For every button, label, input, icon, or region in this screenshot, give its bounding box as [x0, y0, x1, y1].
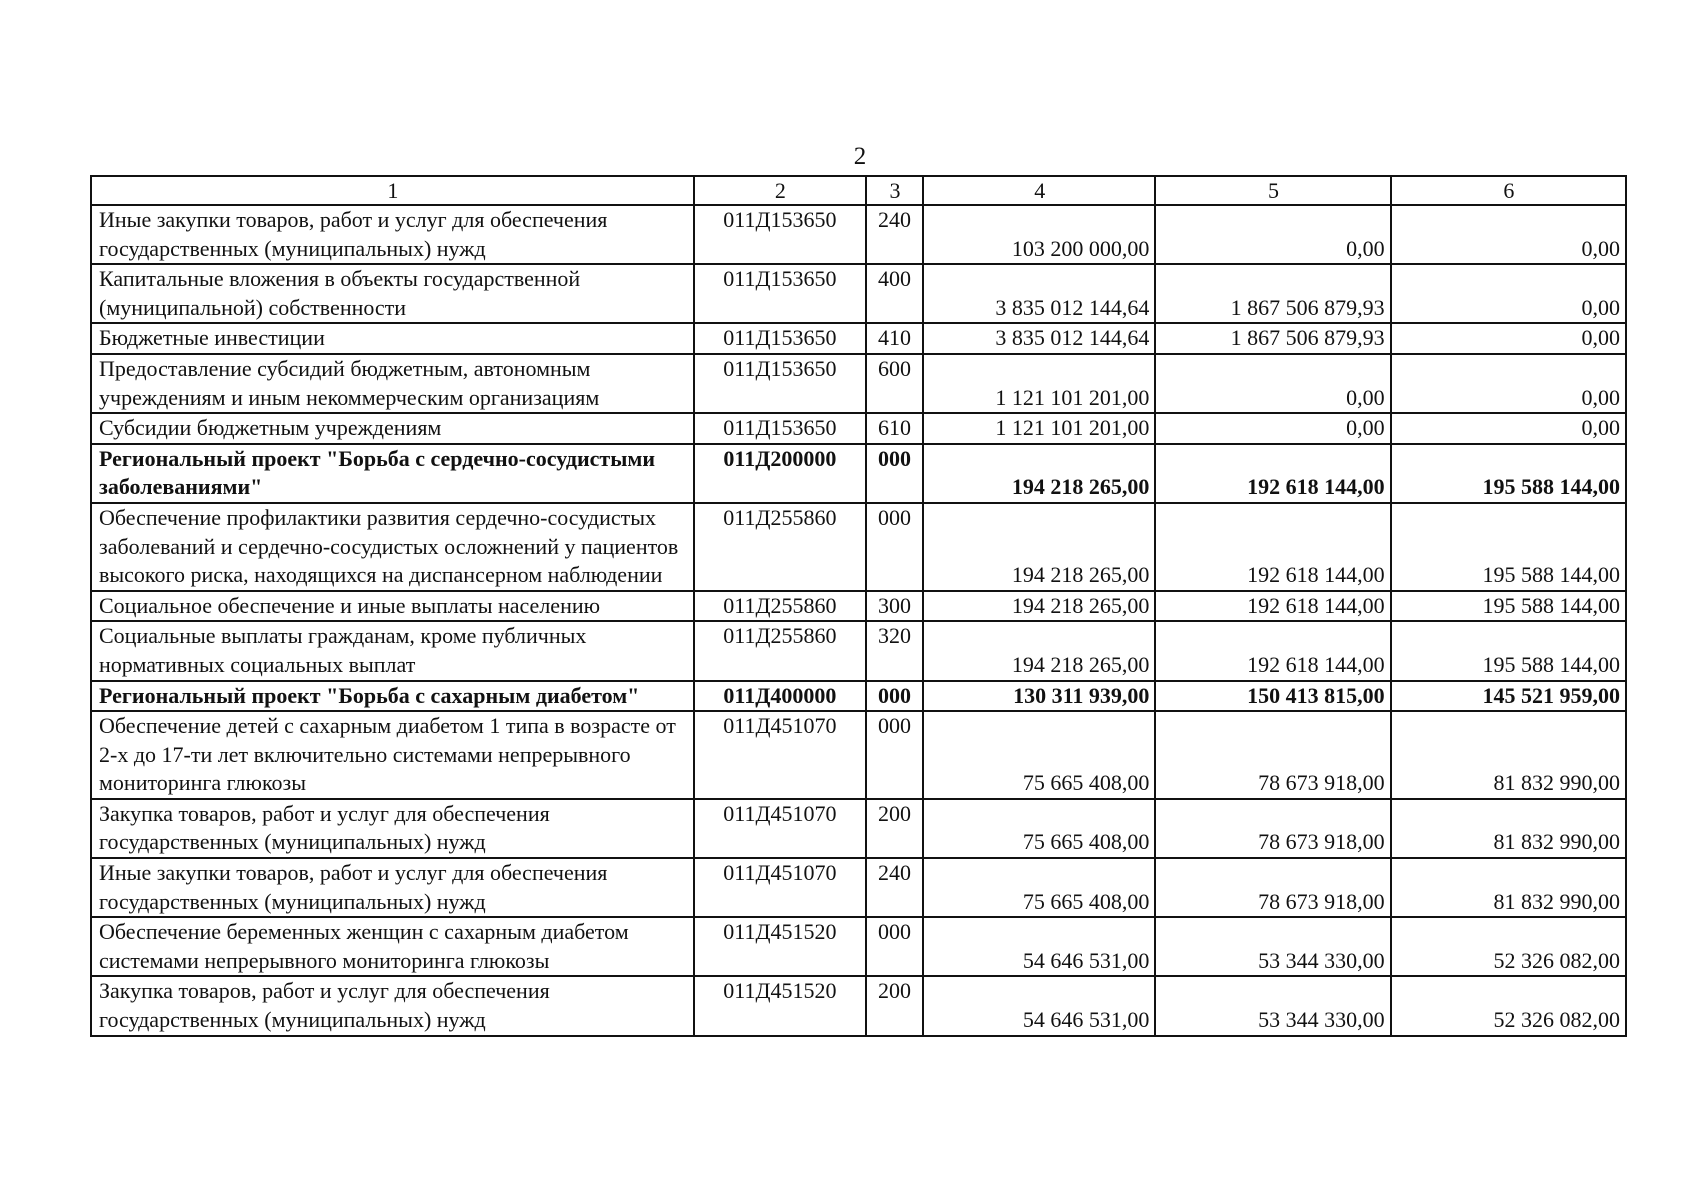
row-value-2021-cell: 75 665 408,00: [923, 711, 1155, 799]
row-name-cell: Обеспечение беременных женщин с сахарным диабетом системами непрерывного мониторинга глюкозы: [91, 917, 694, 976]
page-number: 2: [853, 143, 867, 170]
row-name-cell: Субсидии бюджетным учреждениям: [91, 413, 694, 444]
row-name-cell: Обеспечение профилактики развития сердечно-сосудистых заболеваний и сердечно-сосудистых осложнений у пациентов высокого риска, находящихся на диспансерном наблюдении: [91, 503, 694, 591]
row-value-2022-cell: 78 673 918,00: [1155, 858, 1390, 917]
row-type-cell: 300: [866, 591, 923, 622]
row-code-cell: 011Д200000: [694, 444, 866, 503]
row-name-cell: Закупка товаров, работ и услуг для обеспечения государственных (муниципальных) нужд: [91, 799, 694, 858]
header-cell: 4: [923, 176, 1155, 205]
row-code-cell: 011Д255860: [694, 503, 866, 591]
row-name-cell: Капитальные вложения в объекты государственной (муниципальной) собственности: [91, 264, 694, 323]
row-value-2022-cell: 0,00: [1155, 354, 1390, 413]
row-value-2021-cell: 75 665 408,00: [923, 799, 1155, 858]
table-row: [91, 264, 1626, 323]
header-cell: 5: [1155, 176, 1390, 205]
row-value-2022-cell: 150 413 815,00: [1155, 681, 1390, 712]
row-type-cell: 200: [866, 799, 923, 858]
row-code-cell: 011Д451070: [694, 799, 866, 858]
row-code-cell: 011Д400000: [694, 681, 866, 712]
row-name-cell: Социальные выплаты гражданам, кроме публичных нормативных социальных выплат: [91, 621, 694, 680]
row-name-cell: Региональный проект "Борьба с сахарным диабетом": [91, 681, 694, 712]
row-name-cell: Социальное обеспечение и иные выплаты населению: [91, 591, 694, 622]
table-header-row: [91, 176, 1626, 205]
table-row: [91, 621, 1626, 680]
row-value-2021-cell: 1 121 101 201,00: [923, 354, 1155, 413]
row-type-cell: 000: [866, 503, 923, 591]
row-value-2021-cell: 194 218 265,00: [923, 503, 1155, 591]
row-value-2021-cell: 1 121 101 201,00: [923, 413, 1155, 444]
row-value-2021-cell: 194 218 265,00: [923, 591, 1155, 622]
row-name-cell: Предоставление субсидий бюджетным, автономным учреждениям и иным некоммерческим организациям: [91, 354, 694, 413]
row-name-cell: Иные закупки товаров, работ и услуг для обеспечения государственных (муниципальных) нужд: [91, 205, 694, 264]
row-code-cell: 011Д153650: [694, 205, 866, 264]
budget-table: [90, 175, 1627, 1037]
row-code-cell: 011Д153650: [694, 264, 866, 323]
row-type-cell: 000: [866, 917, 923, 976]
row-code-cell: 011Д451520: [694, 917, 866, 976]
row-value-2022-cell: 0,00: [1155, 205, 1390, 264]
row-type-cell: 320: [866, 621, 923, 680]
row-name-cell: Закупка товаров, работ и услуг для обеспечения государственных (муниципальных) нужд: [91, 976, 694, 1035]
row-name-cell: Обеспечение детей с сахарным диабетом 1 типа в возрасте от 2-х до 17-ти лет включительно системами непрерывного мониторинга глюкозы: [91, 711, 694, 799]
row-name-cell: Региональный проект "Борьба с сердечно-сосудистыми заболеваниями": [91, 444, 694, 503]
row-value-2023-cell: 0,00: [1391, 413, 1626, 444]
row-value-2022-cell: 53 344 330,00: [1155, 917, 1390, 976]
row-type-cell: 200: [866, 976, 923, 1035]
row-name-cell: Иные закупки товаров, работ и услуг для обеспечения государственных (муниципальных) нужд: [91, 858, 694, 917]
table-row: [91, 917, 1626, 976]
table-row: [91, 413, 1626, 444]
row-value-2023-cell: 81 832 990,00: [1391, 799, 1626, 858]
row-value-2023-cell: 145 521 959,00: [1391, 681, 1626, 712]
table-row: [91, 681, 1626, 712]
row-value-2021-cell: 54 646 531,00: [923, 976, 1155, 1035]
header-cell: 3: [866, 176, 923, 205]
table-row: [91, 711, 1626, 799]
row-value-2021-cell: 3 835 012 144,64: [923, 264, 1155, 323]
row-value-2021-cell: 54 646 531,00: [923, 917, 1155, 976]
row-value-2022-cell: 78 673 918,00: [1155, 711, 1390, 799]
row-value-2023-cell: 195 588 144,00: [1391, 444, 1626, 503]
row-value-2021-cell: 194 218 265,00: [923, 621, 1155, 680]
row-value-2021-cell: 130 311 939,00: [923, 681, 1155, 712]
row-value-2023-cell: 195 588 144,00: [1391, 591, 1626, 622]
row-value-2021-cell: 103 200 000,00: [923, 205, 1155, 264]
row-value-2023-cell: 52 326 082,00: [1391, 917, 1626, 976]
row-type-cell: 400: [866, 264, 923, 323]
row-value-2023-cell: 81 832 990,00: [1391, 858, 1626, 917]
row-value-2023-cell: 52 326 082,00: [1391, 976, 1626, 1035]
row-code-cell: 011Д451070: [694, 711, 866, 799]
row-value-2023-cell: 195 588 144,00: [1391, 621, 1626, 680]
row-value-2022-cell: 78 673 918,00: [1155, 799, 1390, 858]
row-value-2022-cell: 53 344 330,00: [1155, 976, 1390, 1035]
row-value-2023-cell: 81 832 990,00: [1391, 711, 1626, 799]
row-type-cell: 240: [866, 205, 923, 264]
row-name-cell: Бюджетные инвестиции: [91, 323, 694, 354]
row-value-2021-cell: 75 665 408,00: [923, 858, 1155, 917]
row-code-cell: 011Д255860: [694, 621, 866, 680]
row-value-2022-cell: 192 618 144,00: [1155, 444, 1390, 503]
row-value-2023-cell: 0,00: [1391, 323, 1626, 354]
row-value-2022-cell: 1 867 506 879,93: [1155, 323, 1390, 354]
row-value-2021-cell: 3 835 012 144,64: [923, 323, 1155, 354]
row-value-2023-cell: 0,00: [1391, 205, 1626, 264]
header-cell: 2: [694, 176, 866, 205]
header-cell: 6: [1391, 176, 1626, 205]
row-type-cell: 600: [866, 354, 923, 413]
table-row: [91, 354, 1626, 413]
header-cell: 1: [91, 176, 694, 205]
table-row: [91, 444, 1626, 503]
table-row: [91, 591, 1626, 622]
table-row: [91, 976, 1626, 1035]
table-row: [91, 323, 1626, 354]
row-type-cell: 240: [866, 858, 923, 917]
row-value-2022-cell: 1 867 506 879,93: [1155, 264, 1390, 323]
row-code-cell: 011Д451520: [694, 976, 866, 1035]
row-code-cell: 011Д255860: [694, 591, 866, 622]
row-type-cell: 000: [866, 444, 923, 503]
row-type-cell: 000: [866, 711, 923, 799]
row-type-cell: 410: [866, 323, 923, 354]
row-code-cell: 011Д153650: [694, 323, 866, 354]
row-code-cell: 011Д153650: [694, 413, 866, 444]
table-row: [91, 503, 1626, 591]
table-row: [91, 858, 1626, 917]
row-type-cell: 610: [866, 413, 923, 444]
row-value-2022-cell: 192 618 144,00: [1155, 621, 1390, 680]
row-value-2022-cell: 192 618 144,00: [1155, 503, 1390, 591]
row-type-cell: 000: [866, 681, 923, 712]
row-value-2023-cell: 0,00: [1391, 264, 1626, 323]
table-row: [91, 799, 1626, 858]
row-value-2023-cell: 0,00: [1391, 354, 1626, 413]
row-value-2023-cell: 195 588 144,00: [1391, 503, 1626, 591]
row-code-cell: 011Д451070: [694, 858, 866, 917]
row-value-2021-cell: 194 218 265,00: [923, 444, 1155, 503]
row-value-2022-cell: 0,00: [1155, 413, 1390, 444]
row-value-2022-cell: 192 618 144,00: [1155, 591, 1390, 622]
row-code-cell: 011Д153650: [694, 354, 866, 413]
table-row: [91, 205, 1626, 264]
